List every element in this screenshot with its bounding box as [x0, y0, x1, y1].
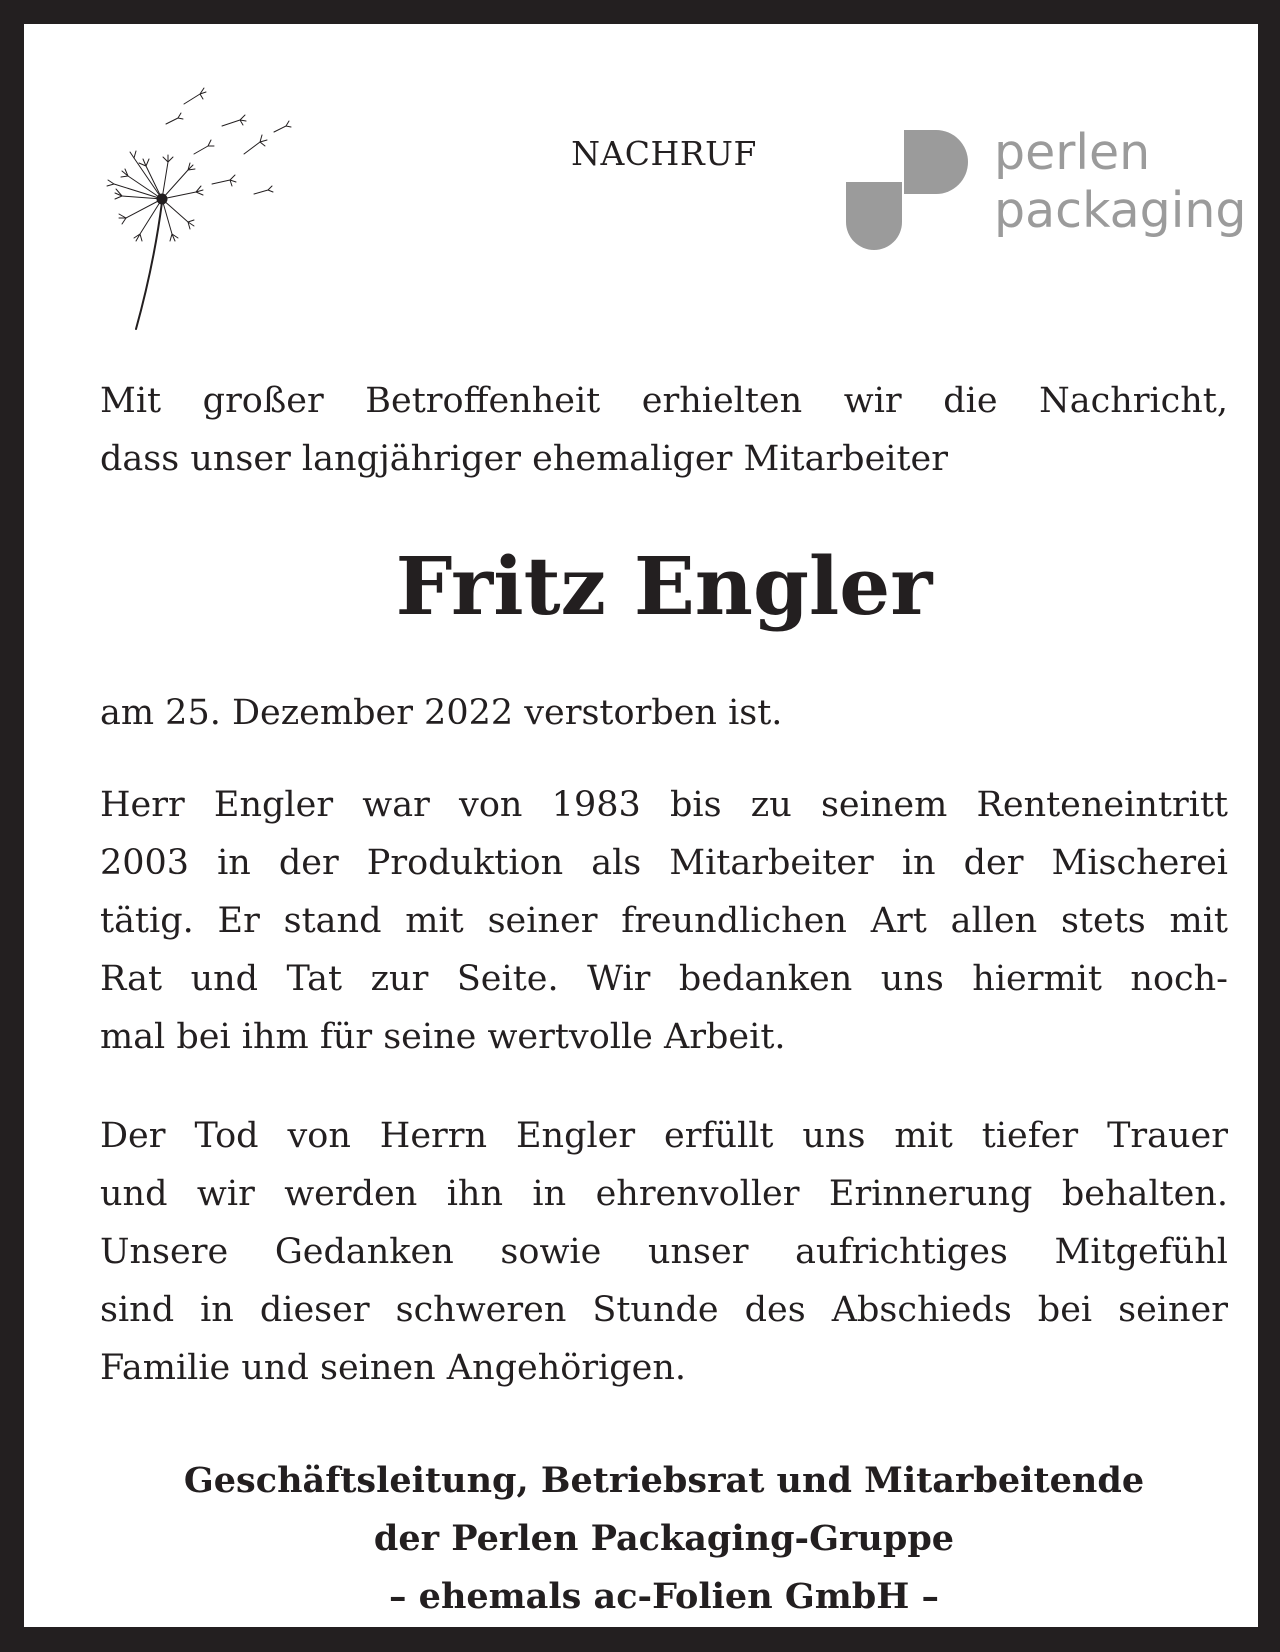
company-logo-text	[994, 124, 1247, 240]
intro-line: Mit großer Betroffenheit erhielten wir die Nachricht,	[100, 381, 1228, 421]
intro-paragraph	[100, 372, 1228, 488]
paragraph-line: Rat und Tat zur Seite. Wir bedanken uns hiermit noch-	[100, 959, 1228, 999]
death-date-text: am 25. Dezember 2022 verstorben ist.	[100, 693, 783, 733]
death-date-line	[100, 684, 1228, 742]
paragraph-line: sind in dieser schweren Stunde des Abschieds bei seiner	[100, 1290, 1228, 1330]
paragraph-line: Unsere Gedanken sowie unser aufrichtiges Mitgefühl	[100, 1232, 1228, 1272]
condolence-paragraph	[100, 1107, 1228, 1397]
paragraph-line: tätig. Er stand mit seiner freundlichen Art allen stets mit	[100, 901, 1228, 941]
perlen-packaging-logo-icon	[844, 124, 974, 254]
notice-heading: NACHRUF	[571, 134, 757, 173]
intro-line: dass unser langjähriger ehemaliger Mitarbeiter	[100, 439, 948, 479]
paragraph-line: Familie und seinen Angehörigen.	[100, 1348, 687, 1388]
deceased-name: Fritz Engler	[395, 539, 933, 633]
career-paragraph	[100, 776, 1228, 1066]
dandelion-icon	[84, 84, 304, 334]
signoff-line: – ehemals ac-Folien GmbH –	[388, 1576, 939, 1617]
logo-line-perlen: perlen	[994, 124, 1151, 181]
paragraph-line: 2003 in der Produktion als Mitarbeiter in der Mischerei	[100, 843, 1228, 883]
signoff-line: Geschäftsleitung, Betriebsrat und Mitarbeitende	[183, 1460, 1145, 1501]
obituary-notice	[24, 24, 1258, 1627]
signoff-block	[100, 1452, 1228, 1626]
paragraph-line: Herr Engler war von 1983 bis zu seinem Renteneintritt	[100, 785, 1228, 825]
paragraph-line: und wir werden ihn in ehrenvoller Erinnerung behalten.	[100, 1174, 1228, 1214]
logo-line-packaging: packaging	[994, 182, 1247, 239]
paragraph-line: Der Tod von Herrn Engler erfüllt uns mit tiefer Trauer	[100, 1116, 1228, 1156]
signoff-line: der Perlen Packaging-Gruppe	[373, 1518, 955, 1559]
paragraph-line: mal bei ihm für seine wertvolle Arbeit.	[100, 1017, 786, 1057]
